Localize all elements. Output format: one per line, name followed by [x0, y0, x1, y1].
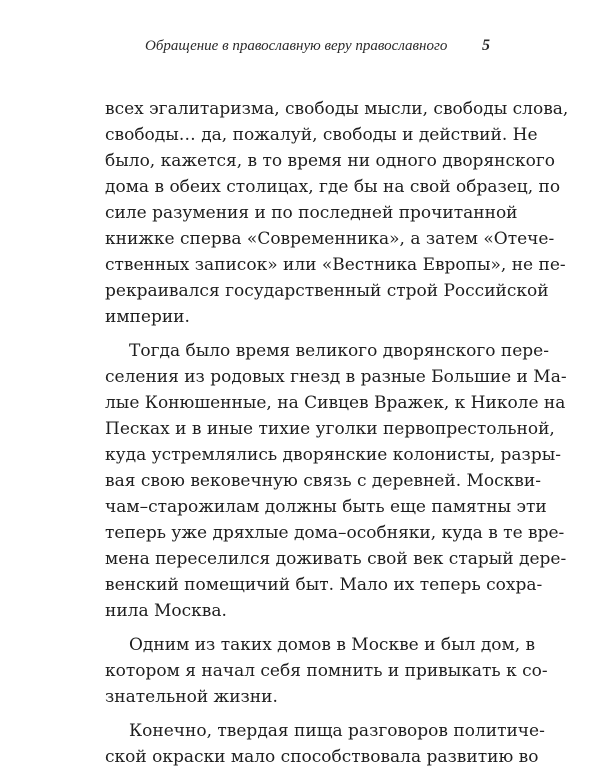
- text-line: ственных записок» или «Вестника Европы», не пе-: [105, 255, 566, 275]
- text-line: книжке сперва «Современника», а затем «Отече-: [105, 229, 555, 249]
- text-line: ской окраски мало способствовала развитию во: [105, 747, 539, 767]
- running-header-title: Обращение в православную веру православного: [145, 38, 448, 54]
- text-line: Тогда было время великого дворянского пере-: [129, 341, 549, 361]
- paragraph: [105, 632, 548, 710]
- text-line: было, кажется, в то время ни одного дворянского: [105, 151, 556, 171]
- text-line: чам–старожилам должны быть еще памятны эти: [105, 497, 547, 517]
- text-line: рекраивался государственный строй Российской: [105, 281, 549, 301]
- text-line: империи.: [105, 307, 190, 327]
- text-line: теперь уже дряхлые дома–особняки, куда в те вре-: [105, 523, 565, 543]
- text-line: селения из родовых гнезд в разные Большие и Ма-: [105, 367, 567, 387]
- text-line: Песках и в иные тихие уголки первопрестольной,: [105, 419, 555, 439]
- text-line: вая свою вековечную связь с деревней. Москви-: [105, 471, 541, 491]
- text-line: лые Конюшенные, на Сивцев Вражек, к Николе на: [105, 393, 566, 413]
- paragraph: [105, 338, 567, 624]
- paragraph: [105, 96, 569, 330]
- paragraph: [105, 718, 545, 770]
- text-line: силе разумения и по последней прочитанной: [105, 203, 518, 223]
- text-line: всех эгалитаризма, свободы мысли, свободы слова,: [105, 99, 569, 119]
- text-line: Одним из таких домов в Москве и был дом, в: [129, 635, 536, 655]
- text-line: венский помещичий быт. Мало их теперь сохра-: [105, 575, 543, 595]
- text-line: дома в обеих столицах, где бы на свой образец, по: [105, 177, 561, 197]
- text-line: куда устремлялись дворянские колонисты, разры-: [105, 445, 561, 465]
- text-line: нила Москва.: [105, 601, 227, 621]
- text-line: Конечно, твердая пища разговоров политиче-: [129, 721, 545, 741]
- text-line: котором я начал себя помнить и привыкать к со-: [105, 661, 548, 681]
- page-number: 5: [482, 37, 490, 54]
- text-line: знательной жизни.: [105, 687, 278, 707]
- body-text: [105, 96, 569, 770]
- text-line: свободы… да, пожалуй, свободы и действий. Не: [105, 125, 538, 145]
- text-line: мена переселился доживать свой век старый дере-: [105, 549, 567, 569]
